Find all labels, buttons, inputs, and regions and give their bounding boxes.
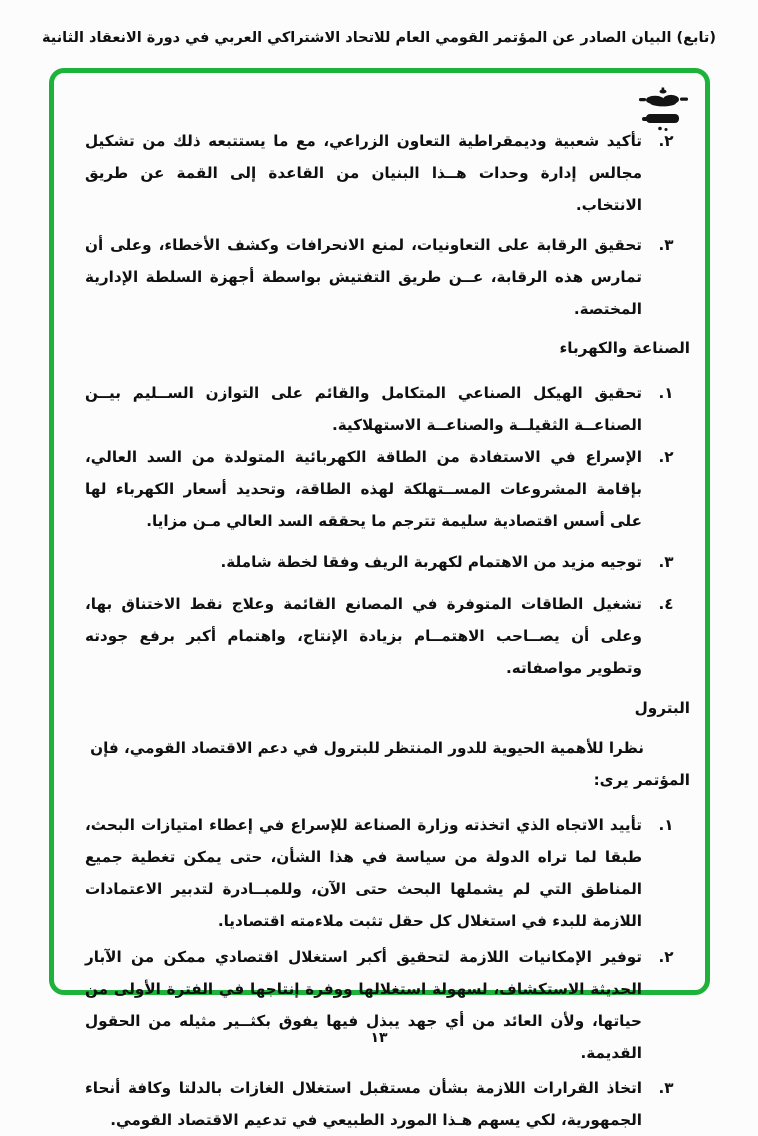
list-item [85, 941, 690, 1069]
list-item [85, 377, 690, 441]
item-number: ٢. [658, 948, 674, 966]
list-item [85, 125, 690, 221]
section-heading-petroleum: البترول [634, 699, 690, 717]
item-number: ٣. [658, 236, 674, 254]
list-item [85, 441, 690, 537]
page-number: ١٣ [370, 1030, 388, 1046]
list-item [85, 229, 690, 325]
item-text: تحقيق الهيكل الصناعي المتكامل والقائم على التوازن الســليم بيــن الصناعــة الثقيلــة والصناعــة الاستهلاكية. [85, 384, 642, 434]
list-item [85, 588, 690, 684]
item-text: الإسراع في الاستفادة من الطاقة الكهربائية المتولدة من السد العالي، بإقامة المشروعات المســتهلكة لهذه الطاقة، وتحديد أسعار الكهرباء لها على أسس اقتصادية سليمة تترجم ما يحققه السد العالي مـن مزايا. [85, 448, 642, 530]
item-number: ١. [658, 384, 674, 402]
item-text: توجيه مزيد من الاهتمام لكهربة الريف وفقا لخطة شاملة. [220, 553, 642, 571]
item-number: ٣. [658, 553, 674, 571]
item-number: ٢. [658, 132, 674, 150]
item-text: اتخاذ القرارات اللازمة بشأن مستقبل استغلال الغازات بالدلتا وكافة أنحاء الجمهورية، لكي يسهم هـذا المورد الطبيعي في تدعيم الاقتصاد القومي. [85, 1079, 642, 1129]
item-number: ٣. [658, 1079, 674, 1097]
section-intro-paragraph: نظرا للأهمية الحيوية للدور المنتظر للبترول في دعم الاقتصاد القومي، فإن المؤتمر يرى: [90, 739, 690, 789]
document-body [54, 73, 705, 1136]
item-number: ٤. [658, 595, 674, 613]
page-header-title: (تابع) البيان الصادر عن المؤتمر القومي العام للاتحاد الاشتراكي العربي في دورة الانعقاد الثانية [42, 30, 716, 46]
item-text: تشغيل الطاقات المتوفرة في المصانع القائمة وعلاج نقط الاختناق بها، وعلى أن يصــاحب الاهتمــام بزيادة الإنتاج، واهتمام أكبر برفع جودته وتطوير مواصفاته. [85, 595, 642, 677]
item-text: تحقيق الرقابة على التعاونيات، لمنع الانحرافات وكشف الأخطاء، وعلى أن تمارس هذه الرقابة، عــن طريق التفتيش بواسطة أجهزة السلطة الإدارية المختصة. [85, 236, 642, 318]
list-item [85, 546, 690, 578]
item-number: ١. [658, 816, 674, 834]
section-heading-industry: الصناعة والكهرباء [559, 339, 690, 357]
list-item [85, 809, 690, 937]
item-text: تأييد الاتجاه الذي اتخذته وزارة الصناعة للإسراع في إعطاء امتيازات البحث، طبقا لما تراه الدولة من سياسة في هذا الشأن، حتى يمكن تغطية جميع المناطق التي لم يشملها البحث حتى الآن، وللمبــادرة لتدبير الاعتمادات اللازمة للبدء في استغلال كل حقل تثبت ملاءمته اقتصاديا. [85, 816, 642, 930]
item-text: توفير الإمكانيات اللازمة لتحقيق أكبر استغلال اقتصادي ممكن من الآبار الحديثة الاستكشاف، لسهولة استغلالها ووفرة إنتاجها في الفترة الأولى من حياتها، ولأن العائد من أي جهد يبذل فيها يفوق بكثــير مثيله من الحقول القديمة. [85, 948, 642, 1062]
item-text: تأكيد شعبية وديمقراطية التعاون الزراعي، مع ما يستتبعه ذلك من تشكيل مجالس إدارة وحدات هــذا البنيان من القاعدة إلى القمة عن طريق الانتخاب. [85, 132, 642, 214]
item-number: ٢. [658, 448, 674, 466]
list-item [85, 1072, 690, 1136]
